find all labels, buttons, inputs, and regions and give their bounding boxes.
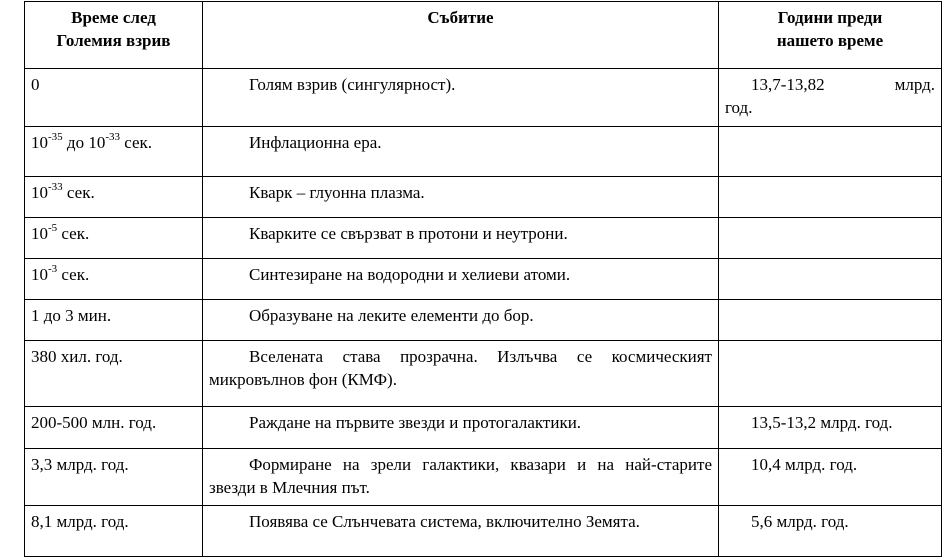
time-cell: 380 хил. год. (25, 341, 203, 407)
event-cell: Формиране на зрели галактики, квазари и на най-старите звезди в Млечния път. (203, 449, 719, 506)
header-years-line1: Години преди (777, 8, 883, 27)
years-range: 13,7-13,82 (751, 75, 825, 94)
header-time (25, 2, 203, 69)
time-base: 10 (31, 224, 48, 243)
years-cell (719, 449, 942, 506)
time-exponent: -35 (48, 131, 63, 144)
time-base: 10 (31, 183, 48, 202)
time-exponent: -5 (48, 222, 58, 235)
years-cell (719, 259, 942, 300)
time-base: 10 (31, 265, 48, 284)
table-row (25, 407, 942, 449)
time-cell (25, 218, 203, 259)
table-row (25, 69, 942, 127)
years-cell (719, 341, 942, 407)
years-value: 5,6 млрд. год. (751, 512, 849, 531)
time-cell (25, 177, 203, 218)
header-time-line2: Големия взрив (56, 31, 171, 50)
table-row (25, 300, 942, 341)
time-exponent: -33 (48, 181, 63, 194)
event-cell: Голям взрив (сингулярност). (203, 69, 719, 127)
years-unit-cont: год. (725, 98, 753, 117)
time-exponent-2: -33 (105, 131, 120, 144)
time-unit: сек. (62, 183, 95, 202)
time-unit: сек. (57, 224, 90, 243)
time-exponent: -3 (48, 263, 58, 276)
header-time-line1: Време след (71, 8, 156, 27)
years-cell (719, 300, 942, 341)
years-cell (719, 407, 942, 449)
time-unit: сек. (57, 265, 90, 284)
time-base: 10 (31, 133, 48, 152)
years-cell (719, 177, 942, 218)
event-cell: Появява се Слънчевата система, включително Земята. (203, 506, 719, 557)
table-row (25, 259, 942, 300)
years-value: 10,4 млрд. год. (751, 455, 858, 474)
table-row (25, 127, 942, 177)
event-cell: Раждане на първите звезди и протогалактики. (203, 407, 719, 449)
event-cell: Кварк – глуонна плазма. (203, 177, 719, 218)
years-cell (719, 69, 942, 127)
time-unit: сек. (120, 133, 153, 152)
time-cell (25, 259, 203, 300)
event-cell: Вселената става прозрачна. Излъчва се космическият микровълнов фон (КМФ). (203, 341, 719, 407)
header-event: Събитие (203, 2, 719, 69)
time-cell: 0 (25, 69, 203, 127)
table-row (25, 177, 942, 218)
years-value: 13,5-13,2 млрд. год. (751, 413, 893, 432)
years-cell (719, 218, 942, 259)
time-cell (25, 127, 203, 177)
table-row (25, 341, 942, 407)
time-cell: 3,3 млрд. год. (25, 449, 203, 506)
time-cell: 200-500 млн. год. (25, 407, 203, 449)
table-row (25, 449, 942, 506)
header-years-line2: нашето време (776, 31, 884, 50)
event-cell: Кварките се свързват в протони и неутрони. (203, 218, 719, 259)
event-cell: Инфлационна ера. (203, 127, 719, 177)
table-row (25, 218, 942, 259)
event-cell: Синтезиране на водородни и хелиеви атоми. (203, 259, 719, 300)
years-cell (719, 506, 942, 557)
event-cell: Образуване на леките елементи до бор. (203, 300, 719, 341)
years-cell (719, 127, 942, 177)
years-unit: млрд. (894, 75, 935, 94)
time-cell: 1 до 3 мин. (25, 300, 203, 341)
time-mid: до 10 (62, 133, 106, 152)
table-header-row (25, 2, 942, 69)
time-cell: 8,1 млрд. год. (25, 506, 203, 557)
cosmic-timeline-table (24, 1, 942, 557)
table-row (25, 506, 942, 557)
header-years (719, 2, 942, 69)
